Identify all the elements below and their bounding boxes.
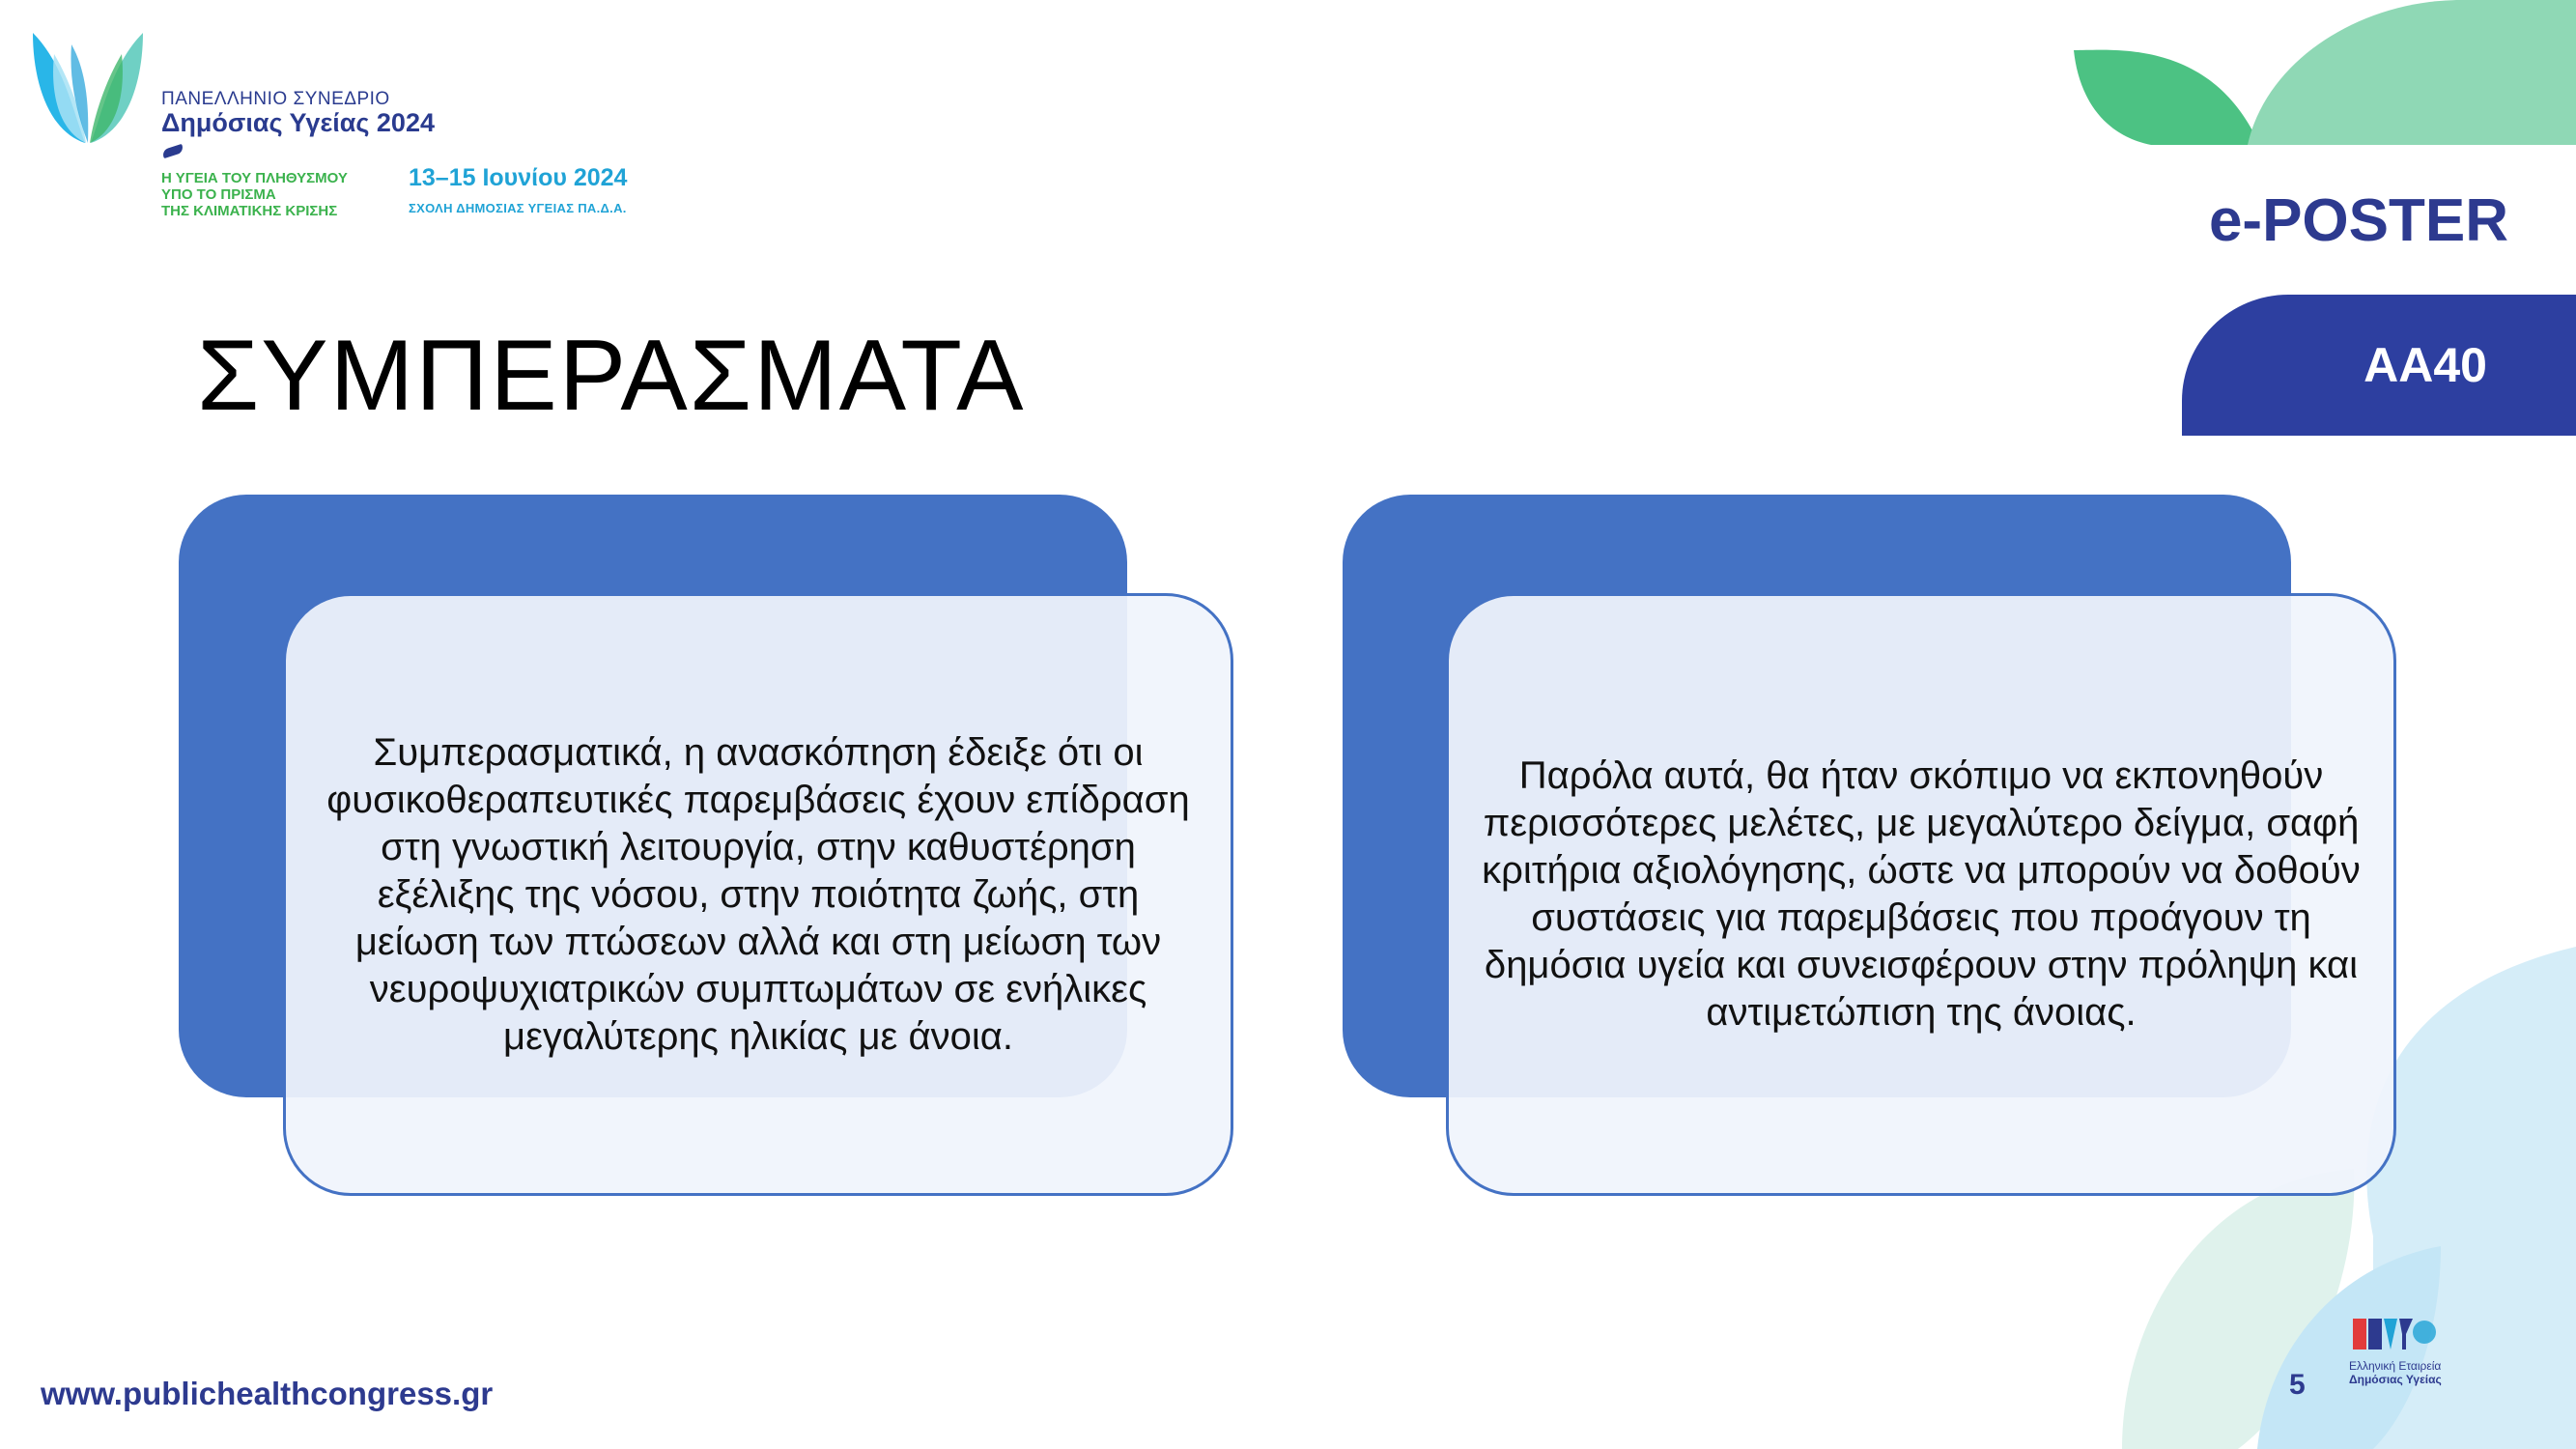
- eposter-label: e-POSTER: [2208, 187, 2508, 254]
- conclusion-text: Συμπερασματικά, η ανασκόπηση έδειξε ότι οι φυσικοθεραπευτικές παρεμβάσεις έχουν επίδραση στη γνωστική λειτουργία, στην καθυστέρηση εξέλιξης της νόσου, στην ποιότητα ζωής, στη μείωση των πτώσεων αλλά και στη μείωση των νευροψυχιατρικών συμπτωμάτων σε ενήλικες μεγαλύτερης ηλικίας με άνοια.: [326, 730, 1190, 1058]
- logo-dash-decoration: [161, 144, 184, 158]
- congress-logo-icon: [25, 25, 151, 147]
- congress-title-line2: Δημόσιας Υγείας 2024: [161, 108, 435, 137]
- congress-venue: ΣΧΟΛΗ ΔΗΜΟΣΙΑΣ ΥΓΕΙΑΣ ΠΑ.Δ.Α.: [409, 201, 627, 215]
- recommendation-card: [1446, 593, 2396, 1196]
- recommendation-text: Παρόλα αυτά, θα ήταν σκόπιμο να εκπονηθούν περισσότερες μελέτες, με μεγαλύτερο δείγμα, σαφή κριτήρια αξιολόγησης, ώστε να μπορούν να δοθούν συστάσεις για παρεμβάσεις που προάγουν τη δημόσια υγεία και συνεισφέρουν στην πρόληψη και αντιμετώπιση της άνοιας.: [1482, 754, 2361, 1034]
- congress-title-line1: ΠΑΝΕΛΛΗΝΙΟ ΣΥΝΕΔΡΙΟ: [161, 89, 390, 109]
- conclusion-card: [283, 593, 1233, 1196]
- congress-theme-line: ΥΠΟ ΤΟ ΠΡΙΣΜΑ: [161, 186, 276, 203]
- poster-code: AA40: [2364, 338, 2487, 392]
- org-name-line2: Δημόσιας Υγείας: [2349, 1373, 2442, 1386]
- congress-dates: 13–15 Ιουνίου 2024: [409, 164, 628, 191]
- congress-theme-line: Η ΥΓΕΙΑ ΤΟΥ ΠΛΗΘΥΣΜΟΥ: [161, 170, 348, 186]
- website-link[interactable]: www.publichealthcongress.gr: [41, 1376, 494, 1411]
- congress-theme: [161, 170, 393, 219]
- page-number: 5: [2289, 1369, 2306, 1401]
- slide-title: ΣΥΜΠΕΡΑΣΜΑΤΑ: [197, 320, 1026, 432]
- leaf-decoration-top: [2074, 0, 2576, 145]
- congress-theme-line: ΤΗΣ ΚΛΙΜΑΤΙΚΗΣ ΚΡΙΣΗΣ: [161, 203, 338, 219]
- org-name-line1: Ελληνική Εταιρεία: [2349, 1359, 2442, 1373]
